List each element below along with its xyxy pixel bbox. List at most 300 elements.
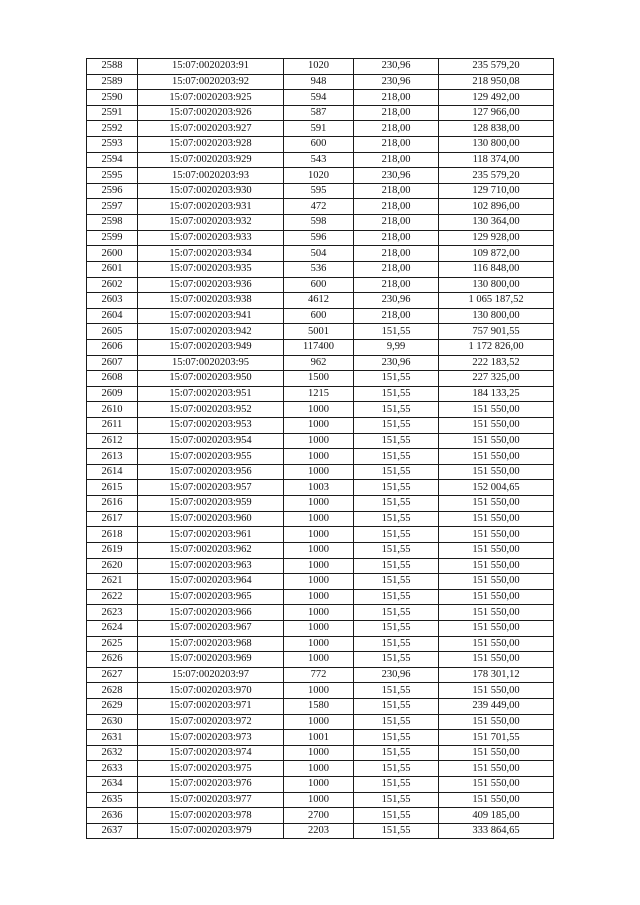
area-cell: 472: [284, 199, 354, 215]
cadastral-value-cell: 151 550,00: [439, 620, 554, 636]
area-cell: 1000: [284, 418, 354, 434]
specific-value-cell: 151,55: [354, 823, 439, 839]
cadastral-value-cell: 151 550,00: [439, 449, 554, 465]
area-cell: 1000: [284, 792, 354, 808]
row-number-cell: 2637: [87, 823, 138, 839]
row-number-cell: 2596: [87, 183, 138, 199]
cadastral-number-cell: 15:07:0020203:961: [138, 527, 284, 543]
specific-value-cell: 230,96: [354, 355, 439, 371]
specific-value-cell: 230,96: [354, 59, 439, 75]
cadastral-number-cell: 15:07:0020203:941: [138, 308, 284, 324]
cadastral-number-cell: 15:07:0020203:949: [138, 339, 284, 355]
area-cell: 2700: [284, 808, 354, 824]
cadastral-value-cell: 151 550,00: [439, 558, 554, 574]
area-cell: 1000: [284, 636, 354, 652]
row-number-cell: 2602: [87, 277, 138, 293]
table-row: [87, 698, 554, 714]
cadastral-value-cell: 151 701,55: [439, 730, 554, 746]
area-cell: 1001: [284, 730, 354, 746]
area-cell: 1003: [284, 480, 354, 496]
area-cell: 962: [284, 355, 354, 371]
specific-value-cell: 151,55: [354, 496, 439, 512]
cadastral-number-cell: 15:07:0020203:968: [138, 636, 284, 652]
row-number-cell: 2628: [87, 683, 138, 699]
cadastral-value-cell: 151 550,00: [439, 792, 554, 808]
cadastral-number-cell: 15:07:0020203:936: [138, 277, 284, 293]
cadastral-value-cell: 129 928,00: [439, 230, 554, 246]
specific-value-cell: 151,55: [354, 542, 439, 558]
row-number-cell: 2593: [87, 137, 138, 153]
table-row: [87, 620, 554, 636]
table-row: [87, 152, 554, 168]
specific-value-cell: 151,55: [354, 371, 439, 387]
row-number-cell: 2589: [87, 74, 138, 90]
cadastral-value-cell: 239 449,00: [439, 698, 554, 714]
row-number-cell: 2595: [87, 168, 138, 184]
cadastral-value-cell: 151 550,00: [439, 589, 554, 605]
table-row: [87, 823, 554, 839]
cadastral-value-cell: 129 492,00: [439, 90, 554, 106]
area-cell: 1000: [284, 761, 354, 777]
cadastral-number-cell: 15:07:0020203:955: [138, 449, 284, 465]
specific-value-cell: 151,55: [354, 620, 439, 636]
area-cell: 1000: [284, 652, 354, 668]
specific-value-cell: 151,55: [354, 808, 439, 824]
table-row: [87, 558, 554, 574]
area-cell: 1215: [284, 386, 354, 402]
table-row: [87, 683, 554, 699]
cadastral-value-cell: 151 550,00: [439, 745, 554, 761]
row-number-cell: 2635: [87, 792, 138, 808]
table-row: [87, 371, 554, 387]
cadastral-value-cell: 151 550,00: [439, 464, 554, 480]
table-row: [87, 542, 554, 558]
table-row: [87, 418, 554, 434]
table-row: [87, 183, 554, 199]
row-number-cell: 2631: [87, 730, 138, 746]
specific-value-cell: 218,00: [354, 215, 439, 231]
cadastral-number-cell: 15:07:0020203:91: [138, 59, 284, 75]
area-cell: 4612: [284, 293, 354, 309]
table-row: [87, 199, 554, 215]
table-row: [87, 652, 554, 668]
cadastral-number-cell: 15:07:0020203:972: [138, 714, 284, 730]
cadastral-value-cell: 151 550,00: [439, 652, 554, 668]
cadastral-value-cell: 151 550,00: [439, 542, 554, 558]
cadastral-number-cell: 15:07:0020203:959: [138, 496, 284, 512]
area-cell: 2203: [284, 823, 354, 839]
row-number-cell: 2627: [87, 667, 138, 683]
cadastral-number-cell: 15:07:0020203:942: [138, 324, 284, 340]
row-number-cell: 2617: [87, 511, 138, 527]
specific-value-cell: 218,00: [354, 246, 439, 262]
specific-value-cell: 218,00: [354, 277, 439, 293]
specific-value-cell: 151,55: [354, 730, 439, 746]
cadastral-number-cell: 15:07:0020203:927: [138, 121, 284, 137]
cadastral-value-cell: 409 185,00: [439, 808, 554, 824]
area-cell: 1000: [284, 464, 354, 480]
specific-value-cell: 218,00: [354, 199, 439, 215]
cadastral-number-cell: 15:07:0020203:965: [138, 589, 284, 605]
row-number-cell: 2626: [87, 652, 138, 668]
row-number-cell: 2616: [87, 496, 138, 512]
cadastral-value-cell: 130 800,00: [439, 277, 554, 293]
specific-value-cell: 151,55: [354, 449, 439, 465]
table-row: [87, 730, 554, 746]
table-row: [87, 449, 554, 465]
table-row: [87, 761, 554, 777]
table-row: [87, 792, 554, 808]
cadastral-number-cell: 15:07:0020203:928: [138, 137, 284, 153]
row-number-cell: 2607: [87, 355, 138, 371]
cadastral-number-cell: 15:07:0020203:966: [138, 605, 284, 621]
cadastral-number-cell: 15:07:0020203:967: [138, 620, 284, 636]
table-row: [87, 464, 554, 480]
area-cell: 1000: [284, 683, 354, 699]
cadastral-number-cell: 15:07:0020203:971: [138, 698, 284, 714]
specific-value-cell: 151,55: [354, 745, 439, 761]
cadastral-value-cell: 129 710,00: [439, 183, 554, 199]
specific-value-cell: 218,00: [354, 230, 439, 246]
cadastral-number-cell: 15:07:0020203:974: [138, 745, 284, 761]
table-row: [87, 59, 554, 75]
specific-value-cell: 151,55: [354, 480, 439, 496]
cadastral-number-cell: 15:07:0020203:92: [138, 74, 284, 90]
row-number-cell: 2604: [87, 308, 138, 324]
area-cell: 1000: [284, 542, 354, 558]
table-row: [87, 605, 554, 621]
cadastral-value-cell: 151 550,00: [439, 527, 554, 543]
cadastral-value-cell: 151 550,00: [439, 683, 554, 699]
area-cell: 504: [284, 246, 354, 262]
table-row: [87, 480, 554, 496]
cadastral-number-cell: 15:07:0020203:956: [138, 464, 284, 480]
table-row: [87, 324, 554, 340]
specific-value-cell: 151,55: [354, 558, 439, 574]
area-cell: 1000: [284, 511, 354, 527]
table-row: [87, 230, 554, 246]
area-cell: 1000: [284, 558, 354, 574]
table-row: [87, 168, 554, 184]
specific-value-cell: 151,55: [354, 589, 439, 605]
specific-value-cell: 230,96: [354, 293, 439, 309]
cadastral-value-cell: 235 579,20: [439, 59, 554, 75]
cadastral-number-cell: 15:07:0020203:935: [138, 261, 284, 277]
cadastral-number-cell: 15:07:0020203:938: [138, 293, 284, 309]
specific-value-cell: 151,55: [354, 511, 439, 527]
specific-value-cell: 151,55: [354, 464, 439, 480]
area-cell: 1000: [284, 449, 354, 465]
table-row: [87, 589, 554, 605]
cadastral-number-cell: 15:07:0020203:952: [138, 402, 284, 418]
specific-value-cell: 230,96: [354, 168, 439, 184]
table-row: [87, 386, 554, 402]
table-row: [87, 90, 554, 106]
specific-value-cell: 151,55: [354, 698, 439, 714]
cadastral-value-cell: 151 550,00: [439, 761, 554, 777]
table-row: [87, 121, 554, 137]
row-number-cell: 2636: [87, 808, 138, 824]
cadastral-value-cell: 130 364,00: [439, 215, 554, 231]
table-row: [87, 215, 554, 231]
table-row: [87, 74, 554, 90]
specific-value-cell: 151,55: [354, 652, 439, 668]
row-number-cell: 2608: [87, 371, 138, 387]
cadastral-value-table: [86, 58, 554, 839]
area-cell: 1000: [284, 574, 354, 590]
cadastral-value-cell: 1 065 187,52: [439, 293, 554, 309]
area-cell: 5001: [284, 324, 354, 340]
table-row: [87, 496, 554, 512]
specific-value-cell: 151,55: [354, 683, 439, 699]
row-number-cell: 2633: [87, 761, 138, 777]
area-cell: 117400: [284, 339, 354, 355]
area-cell: 772: [284, 667, 354, 683]
row-number-cell: 2609: [87, 386, 138, 402]
cadastral-value-cell: 151 550,00: [439, 418, 554, 434]
cadastral-number-cell: 15:07:0020203:978: [138, 808, 284, 824]
cadastral-number-cell: 15:07:0020203:930: [138, 183, 284, 199]
row-number-cell: 2615: [87, 480, 138, 496]
specific-value-cell: 230,96: [354, 667, 439, 683]
area-cell: 1500: [284, 371, 354, 387]
specific-value-cell: 230,96: [354, 74, 439, 90]
row-number-cell: 2634: [87, 777, 138, 793]
table-row: [87, 808, 554, 824]
row-number-cell: 2625: [87, 636, 138, 652]
specific-value-cell: 218,00: [354, 90, 439, 106]
table-row: [87, 137, 554, 153]
area-cell: 591: [284, 121, 354, 137]
cadastral-number-cell: 15:07:0020203:960: [138, 511, 284, 527]
cadastral-value-cell: 184 133,25: [439, 386, 554, 402]
cadastral-number-cell: 15:07:0020203:97: [138, 667, 284, 683]
cadastral-value-cell: 151 550,00: [439, 605, 554, 621]
area-cell: 1000: [284, 496, 354, 512]
specific-value-cell: 218,00: [354, 121, 439, 137]
row-number-cell: 2591: [87, 105, 138, 121]
cadastral-number-cell: 15:07:0020203:977: [138, 792, 284, 808]
cadastral-number-cell: 15:07:0020203:95: [138, 355, 284, 371]
row-number-cell: 2619: [87, 542, 138, 558]
cadastral-value-cell: 222 183,52: [439, 355, 554, 371]
cadastral-value-cell: 102 896,00: [439, 199, 554, 215]
row-number-cell: 2588: [87, 59, 138, 75]
area-cell: 948: [284, 74, 354, 90]
cadastral-number-cell: 15:07:0020203:964: [138, 574, 284, 590]
specific-value-cell: 151,55: [354, 761, 439, 777]
table-row: [87, 402, 554, 418]
area-cell: 1000: [284, 777, 354, 793]
specific-value-cell: 218,00: [354, 105, 439, 121]
cadastral-value-cell: 151 550,00: [439, 777, 554, 793]
row-number-cell: 2597: [87, 199, 138, 215]
area-cell: 1000: [284, 605, 354, 621]
area-cell: 1000: [284, 714, 354, 730]
area-cell: 1000: [284, 433, 354, 449]
area-cell: 595: [284, 183, 354, 199]
cadastral-number-cell: 15:07:0020203:954: [138, 433, 284, 449]
cadastral-value-cell: 128 838,00: [439, 121, 554, 137]
row-number-cell: 2613: [87, 449, 138, 465]
row-number-cell: 2599: [87, 230, 138, 246]
cadastral-number-cell: 15:07:0020203:976: [138, 777, 284, 793]
table-row: [87, 527, 554, 543]
cadastral-value-cell: 218 950,08: [439, 74, 554, 90]
area-cell: 1000: [284, 589, 354, 605]
row-number-cell: 2612: [87, 433, 138, 449]
cadastral-value-cell: 151 550,00: [439, 496, 554, 512]
table-row: [87, 261, 554, 277]
cadastral-number-cell: 15:07:0020203:929: [138, 152, 284, 168]
table-row: [87, 667, 554, 683]
table-row: [87, 574, 554, 590]
row-number-cell: 2601: [87, 261, 138, 277]
area-cell: 1000: [284, 402, 354, 418]
cadastral-number-cell: 15:07:0020203:950: [138, 371, 284, 387]
row-number-cell: 2620: [87, 558, 138, 574]
cadastral-number-cell: 15:07:0020203:932: [138, 215, 284, 231]
table-row: [87, 339, 554, 355]
cadastral-value-cell: 235 579,20: [439, 168, 554, 184]
cadastral-number-cell: 15:07:0020203:926: [138, 105, 284, 121]
specific-value-cell: 151,55: [354, 324, 439, 340]
area-cell: 1000: [284, 745, 354, 761]
row-number-cell: 2605: [87, 324, 138, 340]
specific-value-cell: 151,55: [354, 386, 439, 402]
table-row: [87, 636, 554, 652]
specific-value-cell: 151,55: [354, 527, 439, 543]
table-row: [87, 293, 554, 309]
table-row: [87, 777, 554, 793]
table-row: [87, 745, 554, 761]
row-number-cell: 2611: [87, 418, 138, 434]
specific-value-cell: 151,55: [354, 574, 439, 590]
cadastral-number-cell: 15:07:0020203:963: [138, 558, 284, 574]
area-cell: 598: [284, 215, 354, 231]
specific-value-cell: 218,00: [354, 261, 439, 277]
row-number-cell: 2623: [87, 605, 138, 621]
area-cell: 1000: [284, 620, 354, 636]
specific-value-cell: 151,55: [354, 792, 439, 808]
table-body: [87, 59, 554, 839]
cadastral-number-cell: 15:07:0020203:934: [138, 246, 284, 262]
cadastral-value-cell: 151 550,00: [439, 574, 554, 590]
table-row: [87, 433, 554, 449]
row-number-cell: 2630: [87, 714, 138, 730]
cadastral-value-cell: 116 848,00: [439, 261, 554, 277]
cadastral-number-cell: 15:07:0020203:973: [138, 730, 284, 746]
specific-value-cell: 9,99: [354, 339, 439, 355]
cadastral-value-cell: 151 550,00: [439, 511, 554, 527]
specific-value-cell: 151,55: [354, 418, 439, 434]
area-cell: 536: [284, 261, 354, 277]
row-number-cell: 2606: [87, 339, 138, 355]
cadastral-value-cell: 118 374,00: [439, 152, 554, 168]
cadastral-value-cell: 151 550,00: [439, 402, 554, 418]
specific-value-cell: 151,55: [354, 402, 439, 418]
specific-value-cell: 218,00: [354, 183, 439, 199]
cadastral-number-cell: 15:07:0020203:951: [138, 386, 284, 402]
area-cell: 1020: [284, 59, 354, 75]
specific-value-cell: 151,55: [354, 605, 439, 621]
area-cell: 596: [284, 230, 354, 246]
cadastral-number-cell: 15:07:0020203:962: [138, 542, 284, 558]
row-number-cell: 2598: [87, 215, 138, 231]
area-cell: 1580: [284, 698, 354, 714]
cadastral-value-cell: 130 800,00: [439, 137, 554, 153]
row-number-cell: 2590: [87, 90, 138, 106]
cadastral-value-cell: 1 172 826,00: [439, 339, 554, 355]
table-row: [87, 105, 554, 121]
row-number-cell: 2594: [87, 152, 138, 168]
area-cell: 600: [284, 277, 354, 293]
table-row: [87, 308, 554, 324]
cadastral-number-cell: 15:07:0020203:970: [138, 683, 284, 699]
area-cell: 594: [284, 90, 354, 106]
row-number-cell: 2621: [87, 574, 138, 590]
cadastral-value-cell: 178 301,12: [439, 667, 554, 683]
cadastral-number-cell: 15:07:0020203:975: [138, 761, 284, 777]
area-cell: 600: [284, 137, 354, 153]
cadastral-value-cell: 151 550,00: [439, 433, 554, 449]
row-number-cell: 2618: [87, 527, 138, 543]
area-cell: 600: [284, 308, 354, 324]
row-number-cell: 2629: [87, 698, 138, 714]
row-number-cell: 2632: [87, 745, 138, 761]
table-row: [87, 246, 554, 262]
row-number-cell: 2592: [87, 121, 138, 137]
cadastral-number-cell: 15:07:0020203:953: [138, 418, 284, 434]
cadastral-number-cell: 15:07:0020203:93: [138, 168, 284, 184]
cadastral-number-cell: 15:07:0020203:957: [138, 480, 284, 496]
row-number-cell: 2624: [87, 620, 138, 636]
cadastral-value-cell: 151 550,00: [439, 714, 554, 730]
specific-value-cell: 151,55: [354, 714, 439, 730]
specific-value-cell: 151,55: [354, 433, 439, 449]
row-number-cell: 2603: [87, 293, 138, 309]
table-row: [87, 511, 554, 527]
row-number-cell: 2600: [87, 246, 138, 262]
area-cell: 1020: [284, 168, 354, 184]
area-cell: 1000: [284, 527, 354, 543]
cadastral-value-cell: 109 872,00: [439, 246, 554, 262]
row-number-cell: 2622: [87, 589, 138, 605]
row-number-cell: 2610: [87, 402, 138, 418]
specific-value-cell: 151,55: [354, 636, 439, 652]
cadastral-value-cell: 130 800,00: [439, 308, 554, 324]
cadastral-number-cell: 15:07:0020203:969: [138, 652, 284, 668]
specific-value-cell: 151,55: [354, 777, 439, 793]
cadastral-number-cell: 15:07:0020203:933: [138, 230, 284, 246]
cadastral-value-cell: 333 864,65: [439, 823, 554, 839]
cadastral-value-cell: 227 325,00: [439, 371, 554, 387]
cadastral-value-cell: 152 004,65: [439, 480, 554, 496]
cadastral-value-cell: 151 550,00: [439, 636, 554, 652]
table-row: [87, 714, 554, 730]
cadastral-value-cell: 127 966,00: [439, 105, 554, 121]
cadastral-number-cell: 15:07:0020203:931: [138, 199, 284, 215]
table-row: [87, 277, 554, 293]
cadastral-number-cell: 15:07:0020203:925: [138, 90, 284, 106]
table-row: [87, 355, 554, 371]
area-cell: 543: [284, 152, 354, 168]
specific-value-cell: 218,00: [354, 152, 439, 168]
row-number-cell: 2614: [87, 464, 138, 480]
cadastral-value-cell: 757 901,55: [439, 324, 554, 340]
specific-value-cell: 218,00: [354, 137, 439, 153]
cadastral-number-cell: 15:07:0020203:979: [138, 823, 284, 839]
